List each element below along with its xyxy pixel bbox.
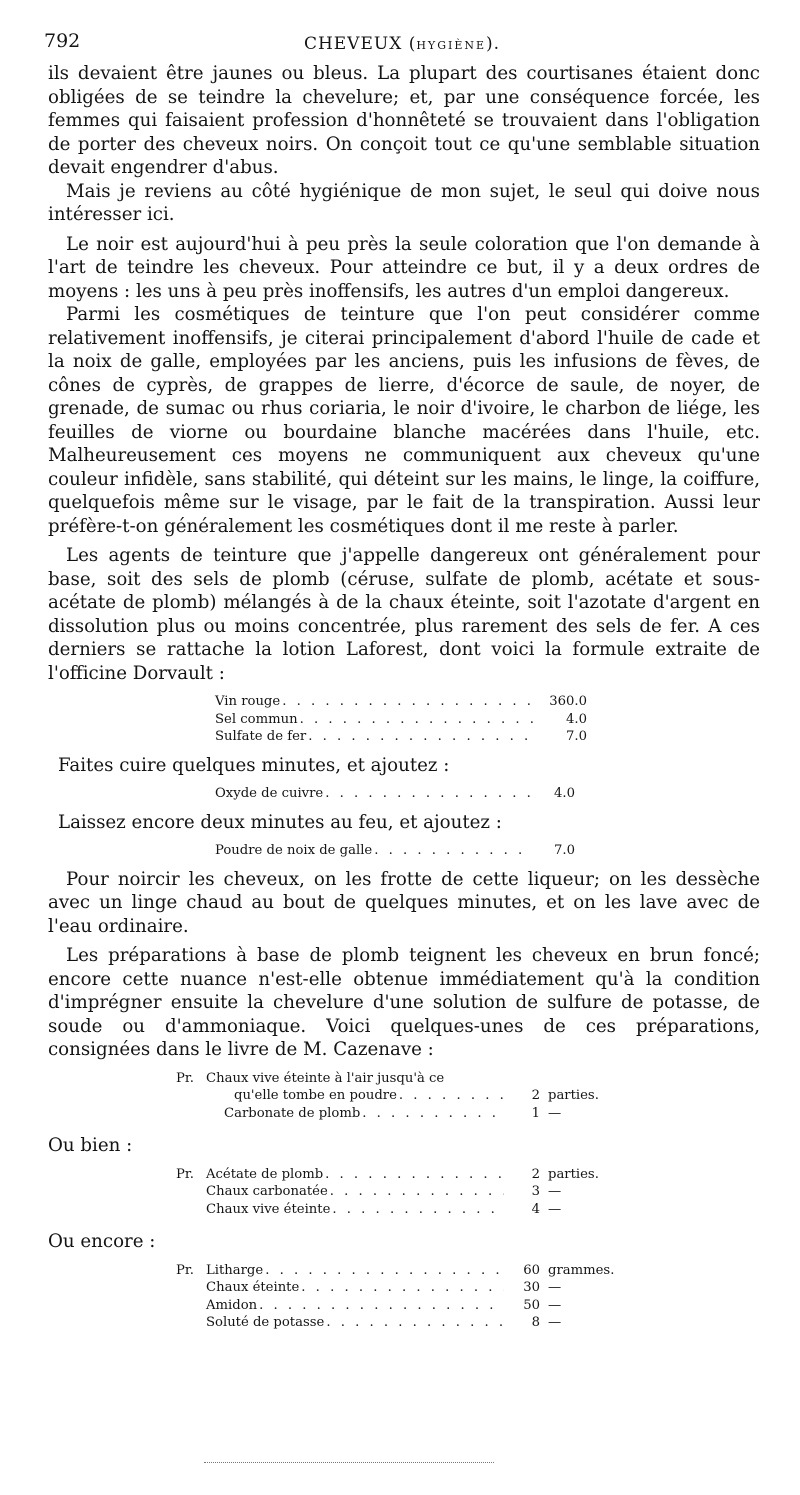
preparation-3: Pr. Litharge . . . 60 grammes. Chaux éteinte . . . 30 — Amidon . . . 50 — Soluté de potasse . . . 8 — [176,1262,606,1332]
paragraph: Le noir est aujourd'hui à peu près la seule coloration que l'on demande à l'art de teindre les cheveux. Pour atteindre ce but, il y a deux ordres de moyens : les uns à peu près inoffensifs, les autres d'un emploi dangereux. [48,233,760,302]
preparation-2: Pr. Acétate de plomb . . . 2 parties. Chaux carbonatée . . . 3 — Chaux vive éteinte . . . 4 — [176,1166,606,1219]
ingredient-row: Sel commun . . . 4.0 [215,711,587,729]
ingredient-row: Poudre de noix de galle . . . 7.0 [215,842,575,860]
ingredient-row: Soluté de potasse . . . 8 — [206,1314,606,1332]
ou-bien-label: Ou bien : [48,1135,133,1156]
lotion-laforest-formula [215,693,587,746]
ingredient-row: Vin rouge . . . 360.0 [215,693,587,711]
ingredient-row: Carbonate de plomb . . . 1 — [224,1105,606,1123]
instruction-line: Laissez encore deux minutes au feu, et ajoutez : [58,811,502,833]
paragraph: ils devaient être jaunes ou bleus. La plupart des courtisanes étaient donc obligées de se teindre la chevelure; et, par une conséquence forcée, les femmes qui faisaient profession d'honnêteté se trouvaient dans l'obligation de porter des cheveux noirs. On conçoit tout ce qu'une semblable situation devait engendrer d'abus. [48,63,760,178]
body-text [48,62,760,1332]
ingredient-row: qu'elle tombe en poudre . . . 2 parties. [234,1087,606,1105]
ingredient-row: Amidon . . . 50 — [206,1297,606,1315]
ingredient-row: Oxyde de cuivre . . . 4.0 [215,785,575,803]
ingredient-row: Sulfate de fer . . . 7.0 [215,728,587,746]
ingredient-row: Litharge . . . 60 grammes. [206,1262,606,1280]
paragraph: Pour noircir les cheveux, on les frotte de cette liqueur; on les dessèche avec un linge chaud au bout de quelques minutes, et on les lave avec de l'eau ordinaire. [48,868,760,937]
ingredient-row: Chaux carbonatée . . . 3 — [206,1183,606,1201]
running-head [44,22,760,54]
paragraph: Les agents de teinture que j'appelle dangereux ont généralement pour base, soit des sels de plomb (céruse, sulfate de plomb, acétate et sous-acétate de plomb) mélangés à de la chaux éteinte, soit l'azotate d'argent en dissolution plus ou moins concentrée, plus rarement des sels de fer. A ces derniers se rattache la lotion Laforest, dont voici la formule extraite de l'officine Dorvault : [48,545,760,684]
paragraph: Mais je reviens au côté hygiénique de mon sujet, le seul qui doive nous intéresser ici. [48,180,760,225]
paragraph: Les préparations à base de plomb teignent les cheveux en brun foncé; encore cette nuance n'est-elle obtenue immédiatement qu'à la condition d'imprégner ensuite la chevelure d'une solution de sulfure de potasse, de soude ou d'ammoniaque. Voici quelques-unes de ces préparations, consignées dans le livre de M. Cazenave : [48,945,760,1060]
page-number: 792 [44,30,81,52]
footer-rule [204,1462,494,1463]
ou-encore-label: Ou encore : [48,1231,156,1252]
ingredient-row: Acétate de plomb . . . 2 parties. [206,1166,606,1184]
ingredient-row: Chaux éteinte . . . 30 — [206,1279,606,1297]
ingredient-row: Chaux vive éteinte . . . 4 — [206,1201,606,1219]
page-title: CHEVEUX (HYGIÈNE). [303,34,501,54]
instruction-line: Faites cuire quelques minutes, et ajoutez : [58,754,450,776]
paragraph: Parmi les cosmétiques de teinture que l'on peut considérer comme relativement inoffensifs, je citerai principalement d'abord l'huile de cade et la noix de galle, employées par les anciens, puis les infusions de fèves, de cônes de cyprès, de grappes de lierre, d'écorce de saule, de noyer, de grenade, de sumac ou rhus coriaria, le noir d'ivoire, le charbon de liége, les feuilles de viorne ou bourdaine blanche macérées dans l'huile, etc. Malheureusement ces moyens ne communiquent aux cheveux qu'une couleur infidèle, sans stabilité, qui déteint sur les mains, le linge, la coiffure, quelquefois même sur le visage, par le fait de la transpiration. Aussi leur préfère-t-on généralement les cosmétiques dont il me reste à parler. [48,304,760,537]
preparation-1: Pr. Chaux vive éteinte à l'air jusqu'à ce qu'elle tombe en poudre . . . 2 parties. Carbonate de plomb . . . 1 — [176,1070,606,1123]
page-title-subject: HYGIÈNE [416,39,487,52]
ingredient-row: Chaux vive éteinte à l'air jusqu'à ce [206,1070,445,1086]
